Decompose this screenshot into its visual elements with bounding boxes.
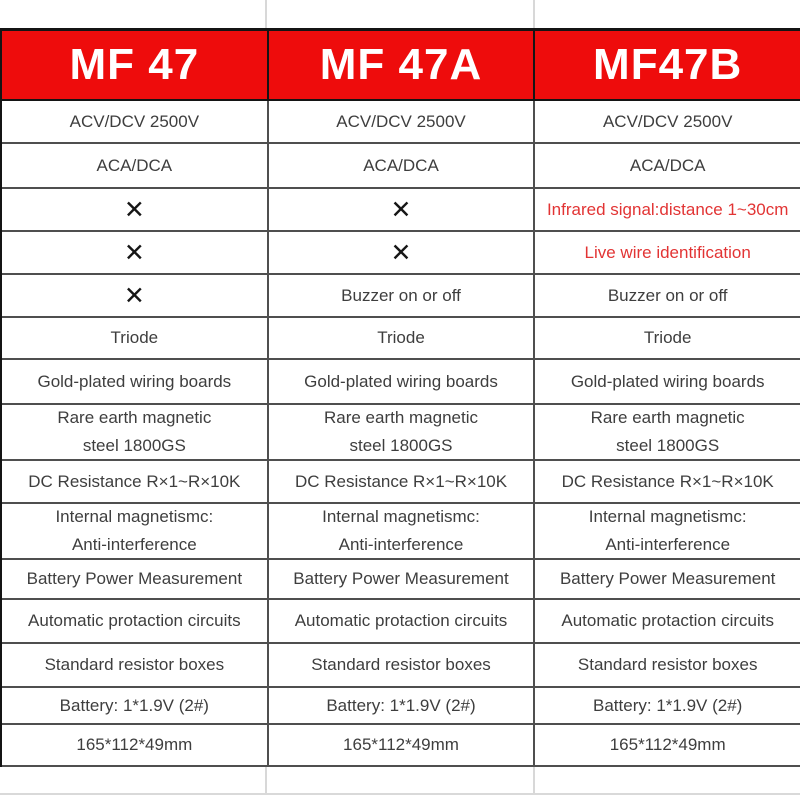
table-row (2, 461, 800, 504)
column-separator (265, 0, 532, 28)
column-separator (533, 0, 800, 28)
table-row (2, 688, 800, 725)
bottom-margin (0, 767, 800, 795)
table-row (2, 600, 800, 644)
x-mark-icon: ✕ (390, 195, 412, 224)
table-row (2, 144, 800, 189)
header-cell-mf47a: MF 47A (267, 31, 534, 99)
table-cell: ACV/DCV 2500V (533, 101, 800, 142)
table-cell (2, 504, 267, 558)
cell-line: Anti-interference (338, 535, 464, 554)
x-mark-icon: ✕ (390, 238, 412, 267)
table-cell: Standard resistor boxes (533, 644, 800, 686)
column-separator (0, 767, 265, 793)
column-separator (533, 767, 800, 793)
cell-line: Internal magnetismc: (322, 507, 480, 526)
table-row (2, 504, 800, 560)
x-mark-icon: ✕ (123, 238, 145, 267)
table-cell: Battery Power Measurement (267, 560, 534, 598)
column-separator (265, 767, 532, 793)
table-cell (267, 504, 534, 558)
table-cell: Automatic protaction circuits (28, 611, 241, 630)
column-separator (0, 0, 265, 28)
table-row (2, 560, 800, 600)
table-cell: 165*112*49mm (76, 735, 193, 754)
table-cell: 165*112*49mm (267, 725, 534, 765)
table-row (2, 318, 800, 360)
table-cell: Battery Power Measurement (26, 569, 243, 588)
table-row (2, 275, 800, 318)
cell-line: steel 1800GS (82, 436, 186, 455)
header-cell-mf47b: MF47B (533, 31, 800, 99)
cell-line: Rare earth magnetic (57, 408, 212, 427)
table-cell: ACV/DCV 2500V (267, 101, 534, 142)
table-row (2, 644, 800, 688)
table-header-row (2, 31, 800, 101)
table-cell: Battery: 1*1.9V (2#) (59, 695, 209, 715)
cell-line: steel 1800GS (349, 436, 453, 455)
table-cell: Gold-plated wiring boards (267, 360, 534, 403)
table-row (2, 232, 800, 275)
cell-line: Anti-interference (605, 535, 731, 554)
table-cell: Standard resistor boxes (267, 644, 534, 686)
table-row (2, 360, 800, 405)
header-cell-mf47: MF 47 (69, 40, 200, 89)
cell-line: Anti-interference (71, 535, 197, 554)
table-cell: Battery: 1*1.9V (2#) (533, 688, 800, 723)
cell-line: Rare earth magnetic (590, 408, 745, 427)
table-cell (2, 232, 267, 273)
cell-line: steel 1800GS (616, 436, 720, 455)
table-cell: DC Resistance R×1~R×10K (28, 471, 241, 491)
table-cell (533, 504, 800, 558)
table-cell (533, 405, 800, 459)
table-cell: ACV/DCV 2500V (69, 111, 200, 131)
table-cell: Buzzer on or off (533, 275, 800, 316)
table-cell: Standard resistor boxes (44, 655, 225, 674)
table-cell: Automatic protaction circuits (533, 600, 800, 642)
table-cell-infrared: Infrared signal:distance 1~30cm (533, 189, 800, 230)
table-cell: Gold-plated wiring boards (37, 371, 232, 391)
table-cell: ACA/DCA (267, 144, 534, 187)
table-cell (2, 275, 267, 316)
table-cell: DC Resistance R×1~R×10K (533, 461, 800, 502)
table-cell: Triode (533, 318, 800, 358)
table-cell (2, 405, 267, 459)
table-cell: DC Resistance R×1~R×10K (267, 461, 534, 502)
table-row (2, 405, 800, 461)
table-cell: 165*112*49mm (533, 725, 800, 765)
table-cell: Gold-plated wiring boards (533, 360, 800, 403)
cell-line: Internal magnetismc: (55, 507, 214, 526)
table-row (2, 189, 800, 232)
table-cell: Automatic protaction circuits (267, 600, 534, 642)
table-cell (267, 189, 534, 230)
cell-line: Rare earth magnetic (323, 408, 479, 427)
table-cell: ACA/DCA (533, 144, 800, 187)
table-cell: Battery Power Measurement (533, 560, 800, 598)
table-cell: Triode (110, 328, 159, 347)
table-row (2, 101, 800, 144)
table-cell (267, 405, 534, 459)
x-mark-icon: ✕ (123, 281, 145, 310)
table-cell-live-wire: Live wire identification (533, 232, 800, 273)
x-mark-icon: ✕ (123, 195, 145, 224)
table-cell: ACA/DCA (96, 155, 173, 175)
table-cell (2, 189, 267, 230)
table-cell: Buzzer on or off (267, 275, 534, 316)
table-cell: Triode (267, 318, 534, 358)
comparison-table (0, 28, 800, 767)
top-margin (0, 0, 800, 28)
table-cell: Battery: 1*1.9V (2#) (267, 688, 534, 723)
cell-line: Internal magnetismc: (588, 507, 747, 526)
table-cell (267, 232, 534, 273)
table-row (2, 725, 800, 767)
